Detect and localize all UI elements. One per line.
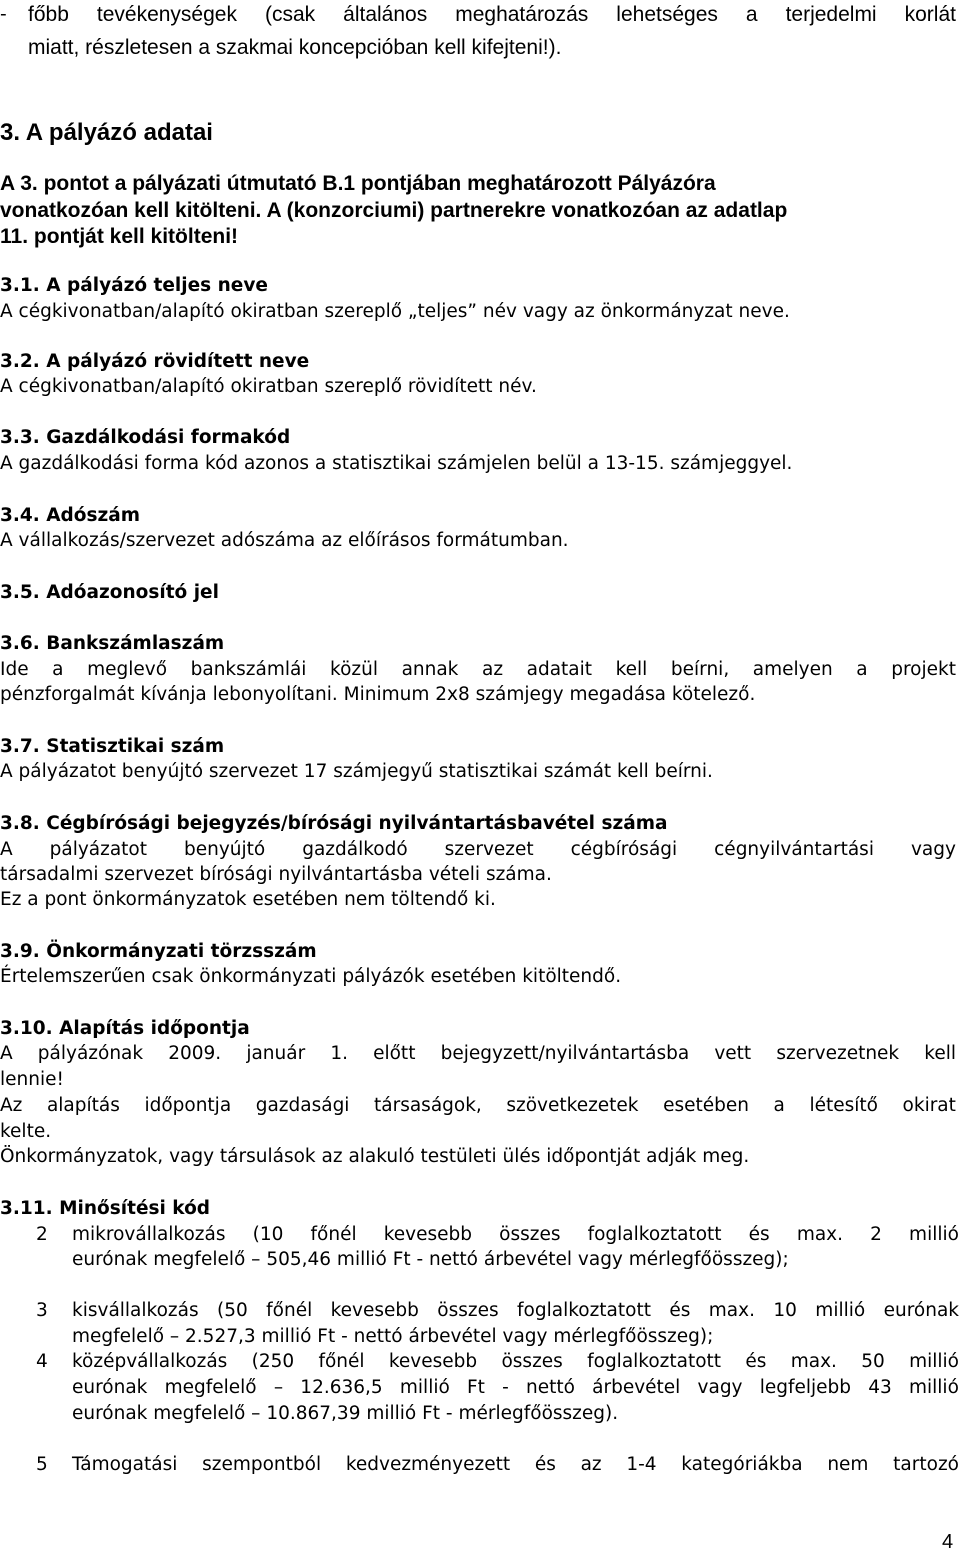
intro-line-1 [28, 4, 956, 25]
word: A [0, 839, 13, 860]
word: Ide [0, 659, 29, 680]
word: max. [796, 1224, 844, 1245]
heading-3-11: 3.11. Minősítési kód [0, 1198, 211, 1219]
word: meghatározás [455, 3, 589, 26]
word: (csak [264, 3, 316, 26]
word: vett [714, 1043, 752, 1064]
text-3-4: A vállalkozás/szervezet adószáma az előírásos formátumban. [0, 530, 569, 551]
word: kevesebb [388, 1351, 478, 1372]
word: benyújtó [183, 839, 266, 860]
code-number: 3 [36, 1300, 48, 1321]
word: az [481, 659, 504, 680]
word: 12.636,5 [300, 1377, 383, 1398]
heading-3-8: 3.8. Cégbírósági bejegyzés/bírósági nyilvántartásbavétel száma [0, 813, 668, 834]
word: szövetkezetek [506, 1095, 639, 1116]
text-3-8-line-2: társadalmi szervezet bírósági nyilvántartásba vételi száma. [0, 864, 552, 885]
intro-line-2: miatt, részletesen a szakmai koncepcióban kell kifejteni!). [28, 36, 562, 59]
word: esetében [663, 1095, 749, 1116]
word: projekt [891, 659, 956, 680]
word: bejegyzett/nyilvántartásba [440, 1043, 690, 1064]
word: – [273, 1377, 284, 1398]
word: Az [0, 1095, 23, 1116]
word: összes [501, 1351, 563, 1372]
text-3-10-line-2: lennie! [0, 1069, 64, 1090]
code-4-line-1 [72, 1353, 959, 1372]
word: főnél [318, 1351, 365, 1372]
word: kisvállalkozás [72, 1300, 199, 1321]
word: cégbírósági [570, 839, 678, 860]
heading-3-4: 3.4. Adószám [0, 505, 141, 526]
word: pályázatot [49, 839, 148, 860]
page-number: 4 [942, 1531, 954, 1553]
word: időpontja [144, 1095, 232, 1116]
heading-3-9: 3.9. Önkormányzati törzsszám [0, 941, 317, 962]
word: amelyen [752, 659, 833, 680]
word: millió [909, 1351, 959, 1372]
word: 2 [870, 1224, 882, 1245]
word: a [773, 1095, 785, 1116]
heading-3-10: 3.10. Alapítás időpontja [0, 1018, 250, 1039]
text-3-10-line-5: Önkormányzatok, vagy társulások az alakuló testületi ülés időpontját adják meg. [0, 1146, 750, 1167]
word: foglalkoztatott [587, 1224, 722, 1245]
heading-3-5: 3.5. Adóazonosító jel [0, 582, 219, 603]
word: vagy [910, 839, 956, 860]
word: főbb [28, 3, 69, 26]
word: gazdasági [255, 1095, 350, 1116]
word: és [534, 1454, 556, 1475]
word: millió [909, 1224, 959, 1245]
word: 50 [861, 1351, 885, 1372]
heading-3-7: 3.7. Statisztikai szám [0, 736, 225, 757]
word: a [52, 659, 64, 680]
word: 2009. [168, 1043, 222, 1064]
word: összes [437, 1300, 499, 1321]
word: gazdálkodó [302, 839, 408, 860]
word: beírni, [670, 659, 730, 680]
text-3-6-line-2: pénzforgalmát kívánja lebonyolítani. Minimum 2x8 számjegy megadása kötelező. [0, 684, 756, 705]
code-number: 5 [36, 1454, 48, 1475]
word: kevesebb [330, 1300, 419, 1321]
word: (10 [252, 1224, 284, 1245]
code-3-line-1 [72, 1302, 959, 1321]
word: millió [908, 1377, 959, 1398]
text-3-9: Értelemszerűen csak önkormányzati pályázók esetében kitöltendő. [0, 966, 622, 987]
text-3-10-line-1 [0, 1045, 956, 1064]
text-3-1: A cégkivonatban/alapító okiratban szereplő „teljes” név vagy az önkormányzat neve. [0, 301, 790, 322]
text-3-10-line-4: kelte. [0, 1121, 52, 1142]
word: és [745, 1351, 767, 1372]
text-3-10-line-3 [0, 1097, 956, 1116]
word: közül [330, 659, 378, 680]
word: 43 [868, 1377, 892, 1398]
word: szervezetnek [776, 1043, 900, 1064]
word: foglalkoztatott [587, 1351, 722, 1372]
word: pályázónak [37, 1043, 144, 1064]
word: millió [399, 1377, 450, 1398]
word: összes [499, 1224, 561, 1245]
word: Támogatási [72, 1454, 178, 1475]
word: árbevétel [592, 1377, 681, 1398]
section-title: 3. A pályázó adatai [0, 119, 213, 146]
word: terjedelmi [785, 3, 877, 26]
heading-3-3: 3.3. Gazdálkodási formakód [0, 427, 291, 448]
word: millió [815, 1300, 866, 1321]
word: Ft [467, 1377, 485, 1398]
word: mikrovállalkozás [72, 1224, 226, 1245]
word: 10 [773, 1300, 797, 1321]
word: kevesebb [383, 1224, 473, 1245]
word: 1. [330, 1043, 348, 1064]
word: 1-4 [626, 1454, 657, 1475]
word: szervezet [444, 839, 534, 860]
word: eurónak [883, 1300, 959, 1321]
section-intro-line-2: vonatkozóan kell kitölteni. A (konzorciumi) partnerekre vonatkozóan az adatlap [0, 199, 788, 222]
bullet-dash: - [0, 4, 7, 25]
word: január [246, 1043, 306, 1064]
heading-3-2: 3.2. A pályázó rövidített neve [0, 351, 310, 372]
word: eurónak [72, 1377, 148, 1398]
text-3-8-line-1 [0, 841, 956, 860]
word: középvállalkozás [72, 1351, 228, 1372]
word: bankszámlái [190, 659, 307, 680]
section-intro-line-3: 11. pontját kell kitölteni! [0, 225, 239, 248]
word: okirat [902, 1095, 956, 1116]
code-3-line-2: megfelelő – 2.527,3 millió Ft - nettó árbevétel vagy mérlegfőösszeg); [72, 1326, 714, 1347]
word: vagy [697, 1377, 743, 1398]
word: főnél [266, 1300, 313, 1321]
code-5-line-1 [72, 1456, 959, 1475]
text-3-3: A gazdálkodási forma kód azonos a statisztikai számjelen belül a 13-15. számjeggyel. [0, 453, 793, 474]
code-4-line-3: eurónak megfelelő – 10.867,39 millió Ft - mérlegfőösszeg). [72, 1403, 619, 1424]
word: kell [615, 659, 648, 680]
word: tevékenységek [96, 3, 237, 26]
word: és [748, 1224, 770, 1245]
word: a [745, 3, 758, 26]
word: az [580, 1454, 602, 1475]
heading-3-1: 3.1. A pályázó teljes neve [0, 275, 268, 296]
word: adatait [526, 659, 593, 680]
word: A [0, 1043, 13, 1064]
word: (250 [251, 1351, 295, 1372]
word: előtt [373, 1043, 416, 1064]
word: korlát [904, 3, 956, 26]
word: alapítás [46, 1095, 120, 1116]
code-2-line-2: eurónak megfelelő – 505,46 millió Ft - nettó árbevétel vagy mérlegfőösszeg); [72, 1249, 789, 1270]
word: létesítő [809, 1095, 878, 1116]
word: cégnyilvántartási [714, 839, 874, 860]
text-3-8-line-3: Ez a pont önkormányzatok esetében nem töltendő ki. [0, 889, 496, 910]
word: megfelelő [164, 1377, 257, 1398]
code-number: 2 [36, 1224, 48, 1245]
word: és [669, 1300, 691, 1321]
word: kategóriákba [681, 1454, 803, 1475]
text-3-7: A pályázatot benyújtó szervezet 17 számjegyű statisztikai számát kell beírni. [0, 761, 713, 782]
code-4-line-2 [72, 1379, 959, 1398]
word: lehetséges [616, 3, 718, 26]
word: max. [708, 1300, 755, 1321]
word: (50 [216, 1300, 248, 1321]
word: max. [790, 1351, 837, 1372]
word: annak [401, 659, 459, 680]
heading-3-6: 3.6. Bankszámlaszám [0, 633, 225, 654]
word: nem [827, 1454, 869, 1475]
word: a [856, 659, 868, 680]
word: tartozó [893, 1454, 959, 1475]
word: társaságok, [374, 1095, 482, 1116]
word: meglevő [87, 659, 168, 680]
code-2-line-1 [72, 1226, 959, 1245]
word: általános [343, 3, 428, 26]
word: - [502, 1377, 509, 1398]
text-3-6-line-1 [0, 661, 956, 680]
word: főnél [310, 1224, 357, 1245]
word: foglalkoztatott [517, 1300, 651, 1321]
section-intro-line-1: A 3. pontot a pályázati útmutató B.1 pontjában meghatározott Pályázóra [0, 172, 716, 195]
text-3-2: A cégkivonatban/alapító okiratban szereplő rövidített név. [0, 376, 537, 397]
code-number: 4 [36, 1351, 48, 1372]
word: szempontból [202, 1454, 322, 1475]
word: kell [924, 1043, 956, 1064]
word: nettó [526, 1377, 575, 1398]
word: kedvezményezett [345, 1454, 511, 1475]
word: legfeljebb [759, 1377, 852, 1398]
